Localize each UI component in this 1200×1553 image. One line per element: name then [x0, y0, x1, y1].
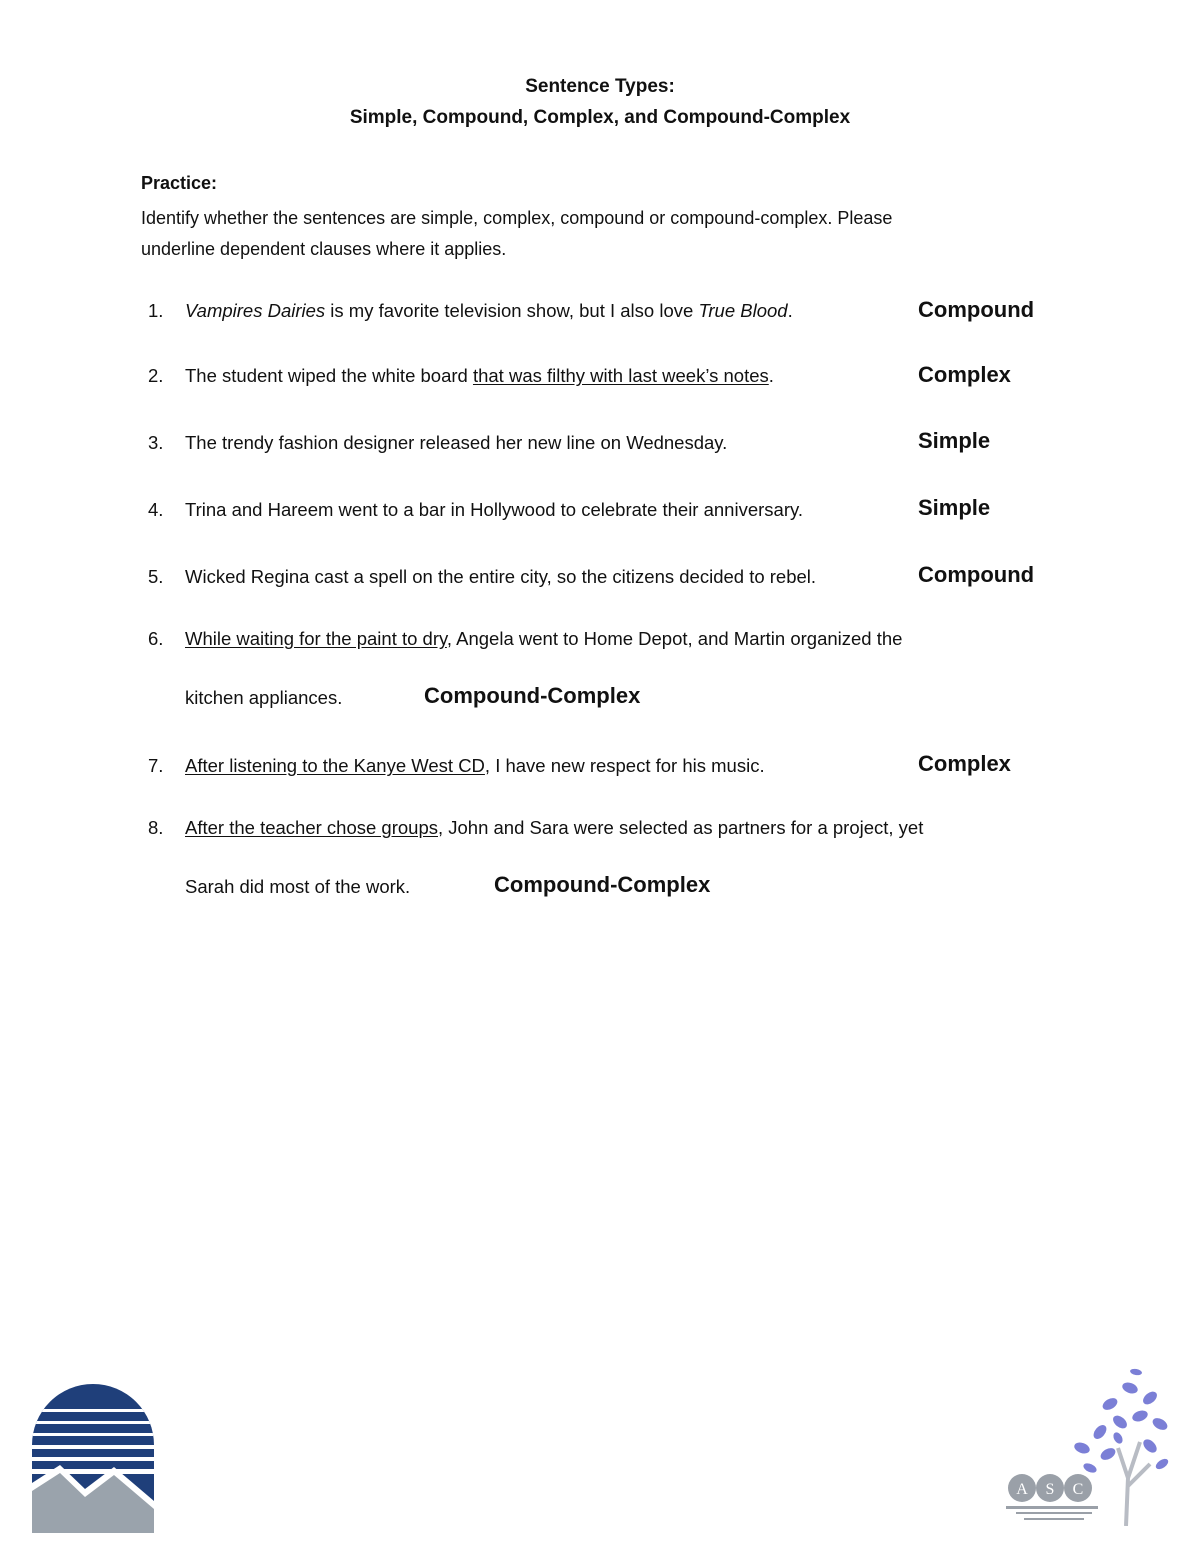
dependent-clause: After the teacher chose groups — [185, 817, 438, 838]
sentence-text: Wicked Regina cast a spell on the entire city, so the citizens decided to rebel. — [185, 566, 817, 587]
sentence-item-6 — [148, 628, 902, 650]
dependent-clause: After listening to the Kanye West CD — [185, 755, 485, 776]
page-subtitle: Simple, Compound, Complex, and Compound-Complex — [349, 107, 851, 128]
sentence-item-5 — [148, 566, 816, 588]
sentence-text: , John and Sara were selected as partners for a project, yet — [437, 817, 924, 838]
dependent-clause: that was filthy with last week’s notes — [472, 365, 769, 386]
practice-label: Practice: — [141, 173, 218, 193]
answer-label-8: Compound-Complex — [494, 872, 711, 897]
item-number: 7. — [148, 755, 164, 776]
asc-letter: C — [1072, 1481, 1084, 1498]
answer-label-1: Compound — [918, 297, 1035, 322]
item-number: 1. — [148, 300, 164, 321]
italic-title: Vampires Dairies — [185, 300, 326, 321]
instructions-line-1: Identify whether the sentences are simple, complex, compound or compound-complex. Please — [141, 208, 893, 228]
sentence-continuation-6: kitchen appliances. — [185, 687, 343, 708]
answer-label-6: Compound-Complex — [424, 683, 641, 708]
item-number: 4. — [148, 499, 164, 520]
sentence-item-1 — [148, 300, 793, 322]
sentence-continuation-8: Sarah did most of the work. — [185, 876, 411, 897]
asc-letter: S — [1045, 1481, 1055, 1498]
sentence-item-7 — [148, 755, 765, 777]
sentence-text: , I have new respect for his music. — [484, 755, 765, 776]
sentence-end: . — [787, 300, 793, 321]
item-number: 2. — [148, 365, 164, 386]
instructions — [141, 203, 1041, 265]
answer-label-2: Complex — [918, 362, 1011, 387]
asc-tree-logo-icon — [1000, 1368, 1172, 1526]
item-number: 8. — [148, 817, 164, 838]
answer-label-7: Complex — [918, 751, 1011, 776]
answer-label-4: Simple — [918, 495, 991, 520]
instructions-line-2: underline dependent clauses where it applies. — [141, 239, 507, 259]
sentence-end: . — [768, 365, 774, 386]
dependent-clause: While waiting for the paint to dry — [185, 628, 447, 649]
sentence-item-3 — [148, 432, 727, 454]
sentence-item-8 — [148, 817, 923, 839]
answer-label-5: Compound — [918, 562, 1035, 587]
sentence-item-4 — [148, 499, 803, 521]
italic-title: True Blood — [698, 300, 788, 321]
sentence-text: The student wiped the white board — [185, 365, 473, 386]
mountain-sun-logo-icon — [30, 1383, 156, 1533]
sentence-text: , Angela went to Home Depot, and Martin organized the — [446, 628, 903, 649]
sentence-text: Trina and Hareem went to a bar in Hollywood to celebrate their anniversary. — [185, 499, 803, 520]
answer-label-3: Simple — [918, 428, 991, 453]
sentence-text: The trendy fashion designer released her new line on Wednesday. — [185, 432, 728, 453]
asc-letter: A — [1016, 1481, 1028, 1498]
sentence-text: is my favorite television show, but I also love — [325, 300, 699, 321]
sentence-item-2 — [148, 365, 774, 387]
page-title: Sentence Types: — [525, 76, 675, 97]
item-number: 5. — [148, 566, 164, 587]
item-number: 3. — [148, 432, 164, 453]
item-number: 6. — [148, 628, 164, 649]
